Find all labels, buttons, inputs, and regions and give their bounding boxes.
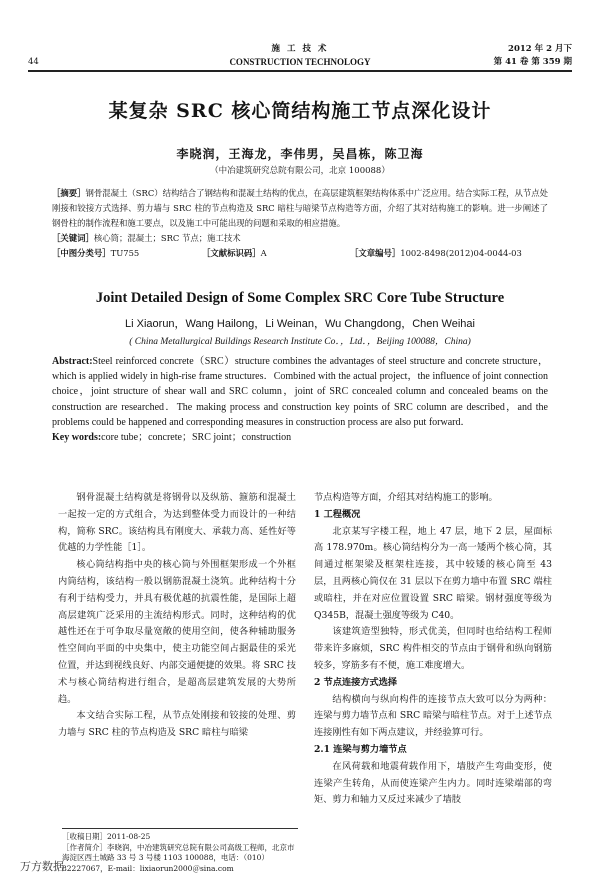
abstract-en-block [52, 354, 548, 445]
authors-en: Li Xiaorun，Wang Hailong，Li Weinan，Wu Changdong，Chen Weihai [125, 318, 475, 330]
footnote [62, 832, 298, 874]
body-paragraph: 核心筒结构指中央的核心筒与外围框架形成一个外框内筒结构，该结构一般以钢筋混凝土浇筑。此种结构十分有利于结构受力，并具有极优越的抗震性能，是国际上超高层建筑广泛采用的主流结构形式。同时，这种结构的优越性还在于可争取尽量宽敞的使用空间，使各种辅助服务性空间向平面的中央集中，使主功能空间占据最佳的采光位置，并达到视线良好、内部交通便捷的效果。将 SRC 技术与核心筒结构进行组合，是超高层建筑发展的大势所趋。 [58, 559, 296, 705]
received-date: ［收稿日期］2011-08-25 [62, 832, 151, 841]
keywords-cn-text: 核心筒；混凝土；SRC 节点；施工技术 [93, 233, 241, 243]
clc-field [52, 246, 139, 261]
article-no-label: ［文章编号］ [350, 248, 401, 258]
abstract-en-label: Abstract: [52, 356, 93, 367]
issue-date: 2012 年 2 月下 [508, 44, 572, 54]
body-paragraph: 结构横向与纵向构件的连接节点大致可以分为两种：连梁与剪力墙节点和 SRC 暗梁与暗柱节点。对于上述节点连接刚性有如下两点建议，并经验算可行。 [314, 693, 552, 739]
body-right-column [314, 490, 552, 809]
keywords-en [52, 430, 548, 445]
section-heading: 1 工程概况 [314, 508, 361, 520]
abstract-cn-label: ［摘要］ [52, 188, 86, 198]
clc-label: ［中图分类号］ [52, 248, 111, 258]
watermark: 万方数据 [20, 860, 64, 873]
body-paragraph: 该建筑造型独特，形式优美，但同时也给结构工程师带来许多麻烦，SRC 构件相交的节点由于钢骨和纵向钢筋较多，穿筋多有不便，施工难度增大。 [314, 626, 552, 671]
doc-code-value: A [260, 248, 267, 258]
abstract-cn-block [52, 186, 548, 261]
body-paragraph: 钢骨混凝土结构就是将钢骨以及纵筋、箍筋和混凝土一起按一定的方式组合，为达到整体受力而设计的一种结构，简称 SRC。该结构具有刚度大、承载力高、延性好等优越的力学性能［1］。 [58, 492, 296, 554]
body-paragraph: 本文结合实际工程，从节点处刚接和铰接的处理、剪力墙与 SRC 柱的节点构造及 SRC 暗柱与暗梁 [58, 710, 296, 739]
keywords-cn [52, 231, 548, 246]
journal-title-en: CONSTRUCTION TECHNOLOGY [229, 57, 371, 67]
paper-title-cn: 某复杂 SRC 核心筒结构施工节点深化设计 [108, 100, 492, 122]
body-paragraph: 在风荷载和地震荷载作用下，墙肢产生弯曲变形，使连梁产生转角，从而使连梁产生内力。同时连梁端部的弯矩、剪力和轴力又反过来减少了墙肢 [314, 760, 552, 806]
abstract-en-text: Steel reinforced concrete（SRC）structure combines the advantages of steel structure and concrete structure，which is applied widely in high-rise frame structures．Combined with the actual project，the influence of joint connection choice，joint structure of shear wall and SRC column，joint of SRC concealed column and concealed beams on the construction are researched．The making process and construction key points of SRC column are described，and the problems could be happened and corresponding measures in construction process are also put forward． [52, 356, 548, 428]
footnote-rule [62, 828, 298, 829]
abstract-cn [52, 186, 548, 231]
doc-code-label: ［文献标识码］ [202, 248, 261, 258]
clc-value: TU755 [110, 248, 140, 258]
abstract-en [52, 354, 548, 430]
keywords-en-label: Key words: [52, 432, 102, 444]
article-no-field [350, 246, 522, 261]
paper-title-en: Joint Detailed Design of Some Complex SRC Core Tube Structure [95, 290, 505, 306]
volume-issue: 第 41 卷 第 359 期 [493, 57, 572, 67]
classification-row [52, 246, 548, 261]
doc-code-field [202, 246, 267, 261]
keywords-cn-label: ［关键词］ [52, 233, 94, 243]
page-number: 44 [28, 57, 39, 67]
abstract-cn-text: 钢骨混凝土（SRC）结构结合了钢结构和混凝土结构的优点，在高层建筑框架结构体系中广泛应用。结合实际工程，从节点处刚接和铰接方式选择、剪力墙与 SRC 柱的节点构造及 SRC 暗柱与暗梁节点构造等方面，介绍了其对结构施工的影响。进一步阐述了钢骨柱的制作流程和施工要点，以及施工中可能出现的问题和采取的相应措施。 [52, 188, 548, 228]
body-paragraph: 北京某写字楼工程，地上 47 层，地下 2 层，屋面标高 178.970m。核心筒结构分为一高一矮两个核心筒，其间通过框架梁及框架柱连接，其中较矮的核心筒至 43 层，且两核心筒仅在 31 层以下在剪力墙中布置 SRC 端柱或暗柱，并在对应位置设置 SRC 暗梁。钢材强度等级为 Q345B，混凝土强度等级为 C40。 [314, 525, 552, 621]
body-left-column [58, 490, 296, 742]
section-heading: 2.1 连梁与剪力墙节点 [314, 743, 407, 755]
keywords-en-text: core tube；concrete；SRC joint；construction [101, 432, 292, 444]
body-paragraph: 节点构造等方面，介绍其对结构施工的影响。 [314, 492, 498, 503]
affiliation-cn: （中冶建筑研究总院有限公司，北京 100088） [210, 166, 390, 176]
header-rule [28, 70, 572, 72]
affiliation-en: ( China Metallurgical Buildings Research Institute Co．，Ltd．，Beijing 100088，China) [129, 337, 471, 347]
article-no-value: 1002-8498(2012)04-0044-03 [400, 248, 522, 258]
section-heading: 2 节点连接方式选择 [314, 676, 398, 688]
authors-cn: 李晓润，王海龙，李伟男，吴昌栋，陈卫海 [176, 147, 424, 161]
author-info: ［作者简介］李晓润，中冶建筑研究总院有限公司高级工程师，北京市海淀区西土城路 33 号 3 号楼 1103 100088，电话：（010）82227067，E-mail：lixiaorun2000＠sina.com [62, 842, 295, 873]
journal-title-cn: 施 工 技 术 [271, 44, 329, 54]
